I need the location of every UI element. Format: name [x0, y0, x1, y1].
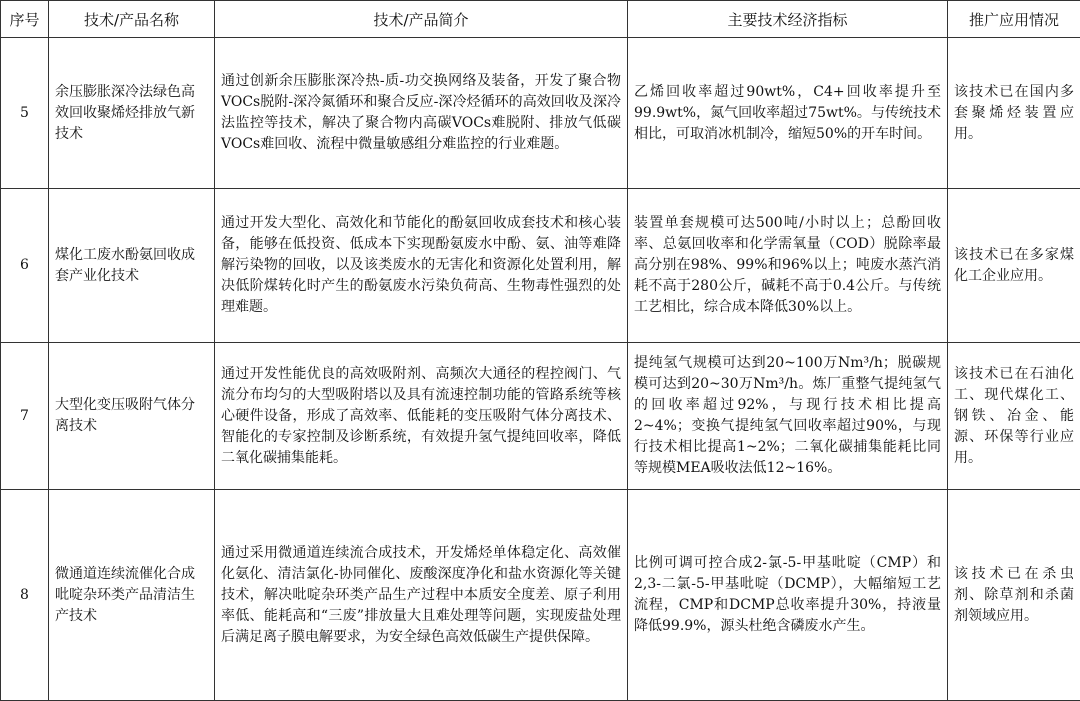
header-app: 推广应用情况: [948, 1, 1080, 38]
header-row: [1, 1, 1080, 38]
tech-metrics: 比例可调可控合成2-氯-5-甲基吡啶（CMP）和2,3-二氯-5-甲基吡啶（DCMP），大幅缩短工艺流程，CMP和DCMP总收率提升30%，持液量降低99.9%，源头杜绝含磷废水产生。: [628, 490, 948, 701]
tech-application: 该技术已在杀虫剂、除草剂和杀菌剂领域应用。: [948, 490, 1080, 701]
header-desc: 技术/产品简介: [215, 1, 628, 38]
tech-application: 该技术已在多家煤化工企业应用。: [948, 189, 1080, 343]
tech-description: 通过采用微通道连续流合成技术，开发烯烃单体稳定化、高效催化氨化、清洁氯化-协同催化、废酸深度净化和盐水资源化等关键技术，解决吡啶杂环类产品生产过程中本质安全度差、原子利用率低、能耗高和“三废”排放量大且难处理等问题，实现废盐处理后满足离子膜电解要求，为安全绿色高效低碳生产提供保障。: [215, 490, 628, 701]
tech-name: 余压膨胀深冷法绿色高效回收聚烯烃排放气新技术: [49, 38, 215, 189]
tech-description: 通过创新余压膨胀深冷热-质-功交换网络及装备，开发了聚合物VOCs脱附-深冷氮循环和聚合反应-深冷烃循环的高效回收及深冷法监控等技术，解决了聚合物内高碳VOCs难脱附、排放气低碳VOCs难回收、流程中微量敏感组分难监控的行业难题。: [215, 38, 628, 189]
row-number: 8: [1, 490, 49, 701]
table-row: [1, 343, 1080, 490]
header-no: 序号: [1, 1, 49, 38]
header-metrics: 主要技术经济指标: [628, 1, 948, 38]
tech-name: 大型化变压吸附气体分离技术: [49, 343, 215, 490]
row-number: 5: [1, 38, 49, 189]
tech-name: 煤化工废水酚氨回收成套产业化技术: [49, 189, 215, 343]
header-name: 技术/产品名称: [49, 1, 215, 38]
tech-application: 该技术已在石油化工、现代煤化工、钢铁、冶金、能源、环保等行业应用。: [948, 343, 1080, 490]
row-number: 6: [1, 189, 49, 343]
tech-description: 通过开发大型化、高效化和节能化的酚氨回收成套技术和核心装备，能够在低投资、低成本下实现酚氨废水中酚、氨、油等难降解污染物的回收，以及该类废水的无害化和资源化处置利用，解决低阶煤转化时产生的酚氨废水污染负荷高、生物毒性强烈的处理难题。: [215, 189, 628, 343]
table-row: [1, 189, 1080, 343]
tech-metrics: 乙烯回收率超过90wt%，C4+回收率提升至99.9wt%，氮气回收率超过75wt%。与传统技术相比，可取消冰机制冷，缩短50%的开车时间。: [628, 38, 948, 189]
tech-metrics: 提纯氢气规模可达到20~100万Nm³/h；脱碳规模可达到20~30万Nm³/h。炼厂重整气提纯氢气的回收率超过92%，与现行技术相比提高2~4%；变换气提纯氢气回收率超过90%，与现行技术相比提高1~2%；二氧化碳捕集能耗比同等规模MEA吸收法低12~16%。: [628, 343, 948, 490]
table-row: [1, 38, 1080, 189]
table-row: [1, 490, 1080, 701]
tech-metrics: 装置单套规模可达500吨/小时以上；总酚回收率、总氨回收率和化学需氧量（COD）脱除率最高分别在98%、99%和96%以上；吨废水蒸汽消耗不高于280公斤，碱耗不高于0.4公斤。与传统工艺相比，综合成本降低30%以上。: [628, 189, 948, 343]
row-number: 7: [1, 343, 49, 490]
tech-name: 微通道连续流催化合成吡啶杂环类产品清洁生产技术: [49, 490, 215, 701]
tech-application: 该技术已在国内多套聚烯烃装置应用。: [948, 38, 1080, 189]
tech-description: 通过开发性能优良的高效吸附剂、高频次大通径的程控阀门、气流分布均匀的大型吸附塔以及具有流速控制功能的管路系统等核心硬件设备，形成了高效率、低能耗的变压吸附气体分离技术、智能化的专家控制及诊断系统，有效提升氢气提纯回收率，降低二氧化碳捕集能耗。: [215, 343, 628, 490]
